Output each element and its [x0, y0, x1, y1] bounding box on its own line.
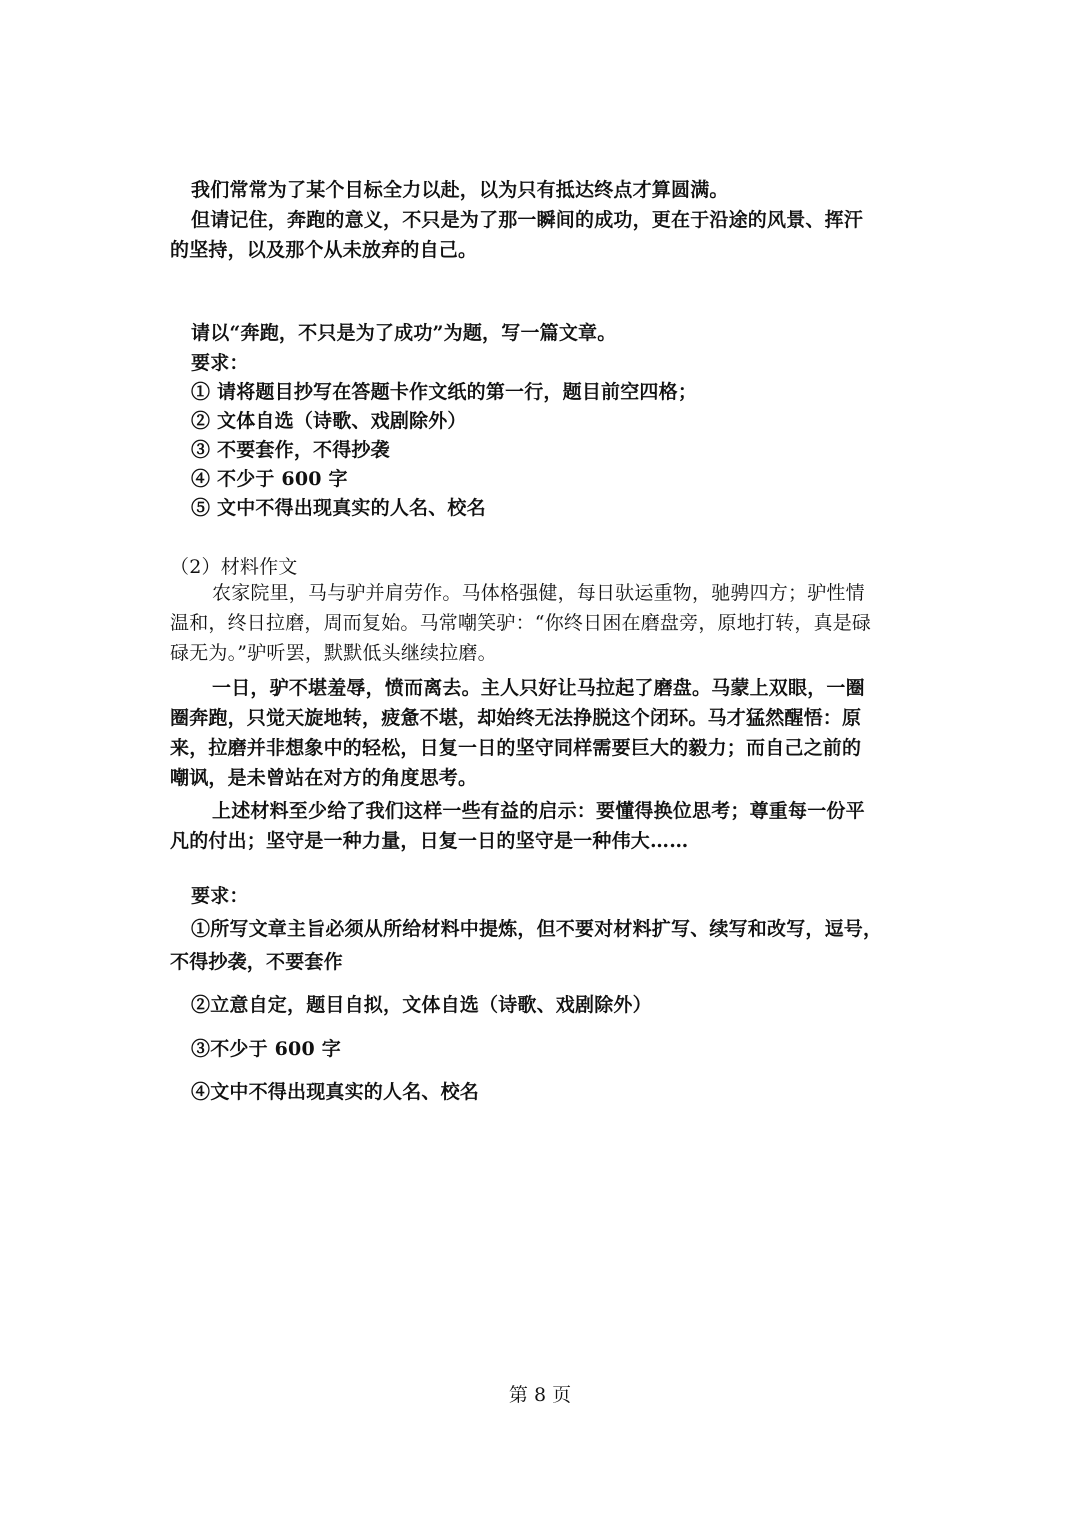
task2-requirement-4: ④文中不得出现真实的人名、校名: [191, 1081, 480, 1103]
page-number: 第 8 页: [508, 1384, 572, 1406]
task2-requirement-1-line-1: ①所写文章主旨必须从所给材料中提炼，但不要对材料扩写、续写和改写，逗号，: [191, 918, 883, 940]
task2-para3-line-2: 凡的付出；坚守是一种力量，日复一日的坚守是一种伟大……: [170, 830, 689, 852]
task2-para2-line-1: 一日，驴不堪羞辱，愤而离去。主人只好让马拉起了磨盘。马蒙上双眼，一圈: [212, 677, 865, 699]
task2-para2-line-4: 嘲讽，是未曾站在对方的角度思考。: [170, 767, 478, 789]
task2-para3-line-1: 上述材料至少给了我们这样一些有益的启示：要懂得换位思考；尊重每一份平: [212, 800, 865, 822]
task1-requirement-5: ⑤ 文中不得出现真实的人名、校名: [191, 497, 486, 519]
task2-para1-line-1: 农家院里，马与驴并肩劳作。马体格强健，每日驮运重物，驰骋四方；驴性情: [212, 582, 865, 604]
task2-heading: （2）材料作文: [170, 556, 298, 578]
task1-requirement-4: ④ 不少于 600 字: [191, 468, 348, 490]
task2-requirement-1-line-2: 不得抄袭，不要套作: [170, 951, 343, 973]
task1-requirement-3: ③ 不要套作，不得抄袭: [191, 439, 390, 461]
task2-para2-line-2: 圈奔跑，只觉天旋地转，疲惫不堪，却始终无法挣脱这个闭环。马才猛然醒悟：原: [170, 707, 862, 729]
task1-requirement-2: ② 文体自选（诗歌、戏剧除外）: [191, 410, 467, 432]
task2-para1-line-2: 温和，终日拉磨，周而复始。马常嘲笑驴：“你终日困在磨盘旁，原地打转，真是碌: [170, 612, 872, 634]
task2-para1-line-3: 碌无为。”驴听罢，默默低头继续拉磨。: [170, 642, 497, 664]
intro-line-3: 的坚持，以及那个从未放弃的自己。: [170, 239, 478, 261]
task2-para2-line-3: 来，拉磨并非想象中的轻松，日复一日的坚守同样需要巨大的毅力；而自己之前的: [170, 737, 862, 759]
task1-requirements-label: 要求：: [191, 352, 249, 374]
task2-requirement-2: ②立意自定，题目自拟，文体自选（诗歌、戏剧除外）: [191, 994, 652, 1016]
intro-line-1: 我们常常为了某个目标全力以赴，以为只有抵达终点才算圆满。: [191, 179, 729, 201]
task2-requirements-label: 要求：: [191, 885, 249, 907]
task1-requirement-1: ① 请将题目抄写在答题卡作文纸的第一行，题目前空四格；: [191, 381, 698, 403]
intro-line-2: 但请记住，奔跑的意义，不只是为了那一瞬间的成功，更在于沿途的风景、挥汗: [191, 209, 864, 231]
task1-prompt: 请以“奔跑，不只是为了成功”为题，写一篇文章。: [191, 322, 617, 344]
task2-requirement-3: ③不少于 600 字: [191, 1038, 341, 1060]
